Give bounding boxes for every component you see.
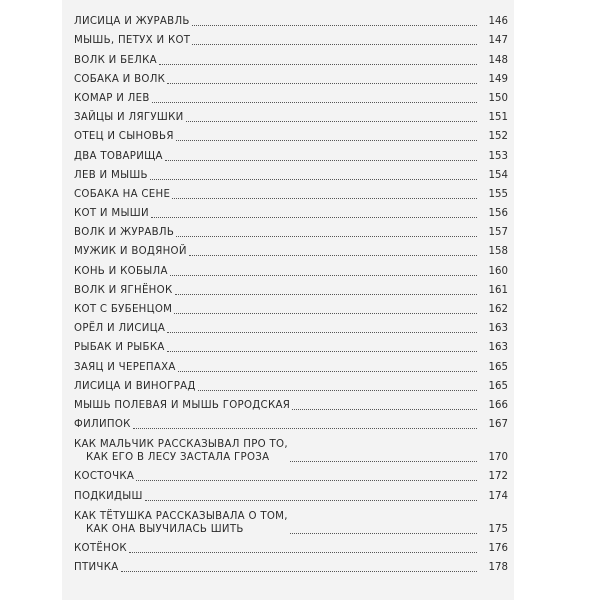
toc-entry [62,9,508,28]
toc-entry-title [62,542,127,555]
toc-entry [62,124,508,143]
toc-entry-title-line: МЫШЬ, ПЕТУХ И КОТ [74,35,191,47]
toc-entry-title-line: РЫБАК И РЫБКА [74,342,165,354]
toc-dot-leader [121,570,478,572]
toc-page-number: 154 [488,169,508,181]
toc-dot-leader [175,293,478,295]
toc-entry-title-line: КОНЬ И КОБЫЛА [74,265,168,277]
toc-page-number: 151 [488,112,508,124]
toc-entry-title [62,130,174,143]
toc-page-number: 162 [488,304,508,315]
toc-dot-leader [152,101,477,103]
toc-page-number: 158 [488,246,508,258]
toc-entry-title [62,561,119,574]
toc-page-number: 165 [488,380,508,392]
toc-entry-title [62,341,165,354]
toc-entry [62,28,508,47]
toc-dot-leader [159,63,477,65]
toc-dot-leader [167,82,477,84]
toc-entry-title [62,284,173,297]
toc-entry-title-line: МУЖИК И ВОДЯНОЙ [74,246,187,258]
toc-dot-leader [198,389,477,391]
toc-entry-title [62,399,290,412]
toc-entry [62,239,508,258]
toc-entry-title [62,54,157,67]
toc-entry-title-line: КАК ЕГО В ЛЕСУ ЗАСТАЛА ГРОЗА [86,452,270,464]
toc-entry [62,220,508,239]
toc-entry-title-line: ДВА ТОВАРИЩА [74,150,163,162]
toc-entry-title [62,265,168,278]
toc-entry [62,278,508,297]
toc-entry-title [62,470,134,483]
toc-entry-title [62,380,196,393]
toc-entry-title-line: КАК МАЛЬЧИК РАССКАЗЫВАЛ ПРО ТО, [74,439,288,451]
toc-page-number: 156 [488,208,508,220]
toc-entry [62,431,508,464]
toc-entry-title-line: КОТ И МЫШИ [74,208,149,220]
toc-page-number: 161 [488,284,508,296]
toc-page-number: 167 [488,419,508,431]
toc-entry-title-line: СОБАКА И ВОЛК [74,73,166,85]
toc-entry [62,316,508,335]
toc-dot-leader [150,178,477,180]
toc-dot-leader [170,274,477,276]
toc-page-number: 153 [488,150,508,162]
toc-entry-title-line: ЛЕВ И МЫШЬ [74,169,148,181]
toc-entry-title-line: КОТ С БУБЕНЦОМ [74,304,173,315]
toc-entry-title-line: ВОЛК И БЕЛКА [74,54,157,66]
toc-page-number: 147 [488,35,508,47]
toc-entry [62,374,508,393]
toc-entry-title [62,361,176,374]
toc-entry-title-line: ОРЁЛ И ЛИСИЦА [74,323,166,335]
toc-dot-leader [167,331,477,333]
toc-page-number: 150 [488,92,508,104]
toc-page-number: 176 [488,542,508,554]
toc-entry-title-line: ВОЛК И ЯГНЁНОК [74,284,173,296]
toc-entry [62,201,508,220]
toc-dot-leader [178,370,477,372]
toc-entry [62,393,508,412]
toc-entry-title-line: ОТЕЦ И СЫНОВЬЯ [74,131,174,143]
toc-entry-title-line: КОСТОЧКА [74,471,135,483]
toc-page-number: 172 [488,471,508,483]
toc-dot-leader [165,159,477,161]
toc-entry [62,536,508,555]
toc-page-number: 152 [488,131,508,143]
toc-entry [62,182,508,201]
toc-dot-leader [176,235,477,237]
toc-entry-title-line: КАК ТЁТУШКА РАССКАЗЫВАЛА О ТОМ, [74,510,288,522]
toc-page-number: 174 [488,490,508,502]
toc-entry-title [62,490,143,503]
toc-entry-title-line: ЛИСИЦА И ЖУРАВЛЬ [74,16,190,28]
toc-entry-title-line: ВОЛК И ЖУРАВЛЬ [74,227,175,239]
toc-dot-leader [129,551,477,553]
toc-entry-title [62,150,163,163]
toc-page-number: 178 [488,561,508,573]
toc-dot-leader [292,408,477,410]
book-page [62,0,514,600]
toc-entry-title [62,303,172,316]
toc-entry-title [62,245,187,258]
toc-entry-title-line: МЫШЬ ПОЛЕВАЯ И МЫШЬ ГОРОДСКАЯ [74,399,291,411]
toc-dot-leader [189,254,477,256]
toc-entry-title [62,92,150,105]
toc-dot-leader [192,43,477,45]
toc-entry-title-line: ЗАЙЦЫ И ЛЯГУШКИ [74,112,184,124]
toc-page-number: 157 [488,227,508,239]
toc-entry [62,105,508,124]
toc-entry-title-line: ЛИСИЦА И ВИНОГРАД [74,380,196,392]
toc-entry [62,354,508,373]
toc-dot-leader [192,24,477,26]
toc-entry [62,67,508,86]
toc-entry-title [62,510,288,536]
toc-page-number: 165 [488,361,508,373]
toc-entry-title-line: КАК ОНА ВЫУЧИЛАСЬ ШИТЬ [86,523,244,535]
toc-entry-title-line: КОМАР И ЛЕВ [74,92,150,104]
toc-page-number: 155 [488,188,508,200]
toc-entry [62,258,508,277]
toc-entry-title [62,15,190,28]
toc-entry [62,297,508,316]
toc-dot-leader [176,139,477,141]
toc-page-number: 163 [488,323,508,335]
toc-page-number: 166 [488,399,508,411]
toc-dot-leader [167,350,477,352]
toc-entry-title-line: ПТИЧКА [74,561,119,573]
toc-entry [62,555,508,574]
toc-entry-title [62,73,165,86]
toc-entry [62,143,508,162]
toc-page-number: 160 [488,265,508,277]
toc-entry-title [62,34,190,47]
toc-entry [62,163,508,182]
toc-dot-leader [290,532,477,534]
toc-entry [62,335,508,354]
toc-dot-leader [172,197,477,199]
toc-entry [62,503,508,536]
toc-entry [62,47,508,66]
toc-page-number: 170 [488,452,508,464]
toc-entry [62,412,508,431]
toc-entry-title-line: ФИЛИПОК [74,419,131,431]
toc-entry-title [62,418,131,431]
toc-entry [62,86,508,105]
toc-page-number: 149 [488,73,508,85]
toc-dot-leader [290,460,477,462]
toc-entry-title [62,188,170,201]
toc-dot-leader [174,312,477,314]
toc-dot-leader [151,216,477,218]
toc-dot-leader [136,479,477,481]
table-of-contents [62,9,508,574]
toc-entry-title-line: КОТЁНОК [74,542,127,554]
toc-entry-title [62,438,288,464]
toc-entry-title [62,111,184,124]
toc-page-number: 175 [488,523,508,535]
toc-page-number: 163 [488,342,508,354]
toc-entry-title [62,226,174,239]
toc-dot-leader [145,499,477,501]
toc-dot-leader [133,427,477,429]
toc-page-number: 146 [488,16,508,28]
toc-entry-title-line: ПОДКИДЫШ [74,490,143,502]
toc-entry [62,464,508,483]
toc-entry [62,483,508,502]
toc-entry-title [62,169,148,182]
toc-entry-title-line: СОБАКА НА СЕНЕ [74,188,171,200]
toc-entry-title [62,322,165,335]
toc-page-number: 148 [488,54,508,66]
toc-entry-title [62,207,149,220]
toc-dot-leader [186,120,477,122]
toc-entry-title-line: ЗАЯЦ И ЧЕРЕПАХА [74,361,176,373]
